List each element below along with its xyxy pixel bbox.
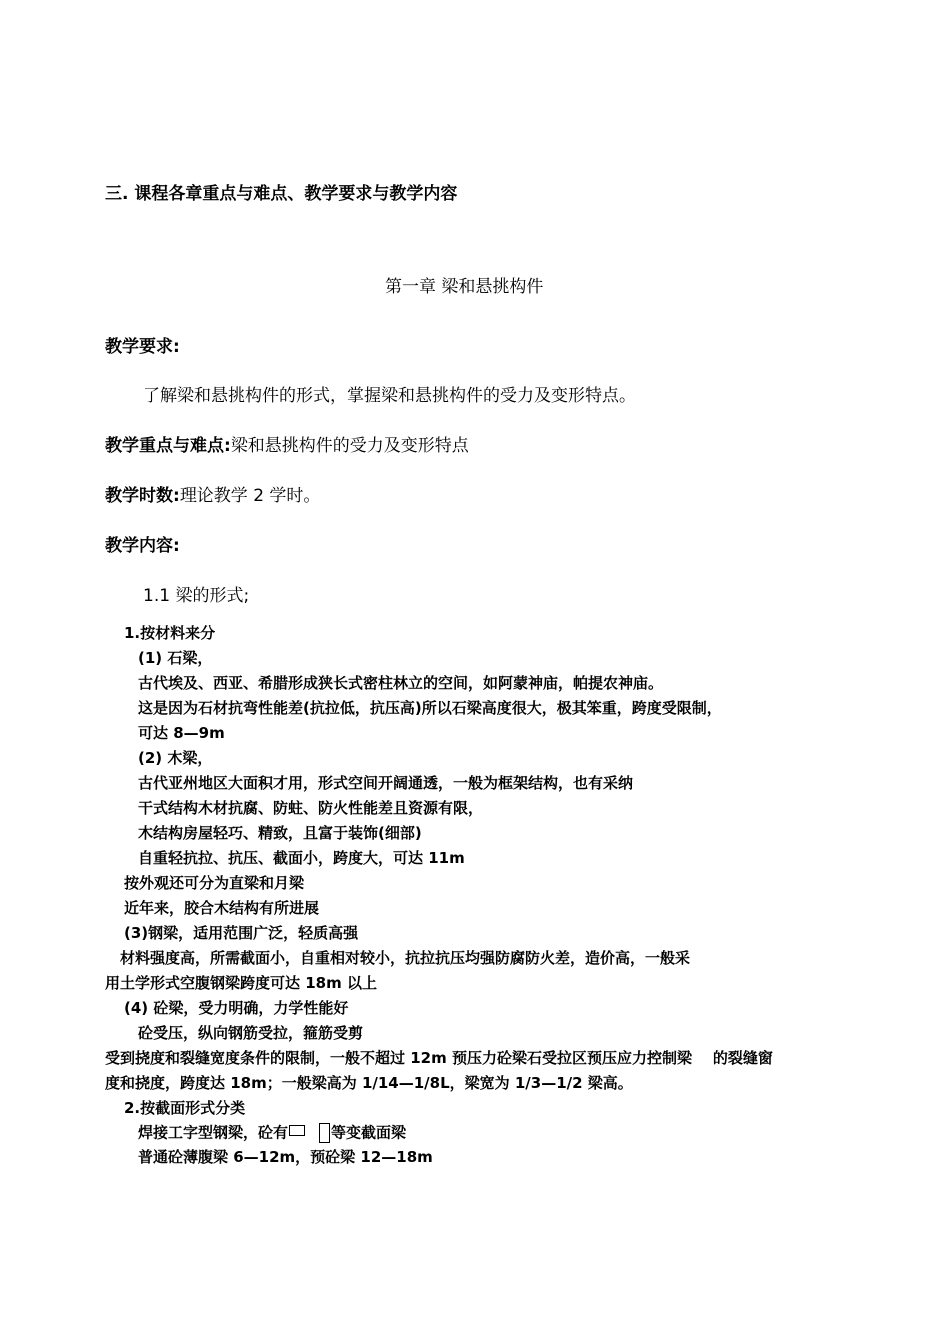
chapter-title: 第一章 梁和悬挑构件 xyxy=(385,277,544,297)
content-line: 古代亚州地区大面积才用，形式空间开阔通透，一般为框架结构，也有采纳 xyxy=(138,774,634,792)
welded-text-after: 等变截面梁 xyxy=(331,1123,407,1142)
content-line: 砼受压，纵向钢筋受拉，箍筋受剪 xyxy=(138,1024,364,1042)
content-line: (4) 砼梁，受力明确，力学性能好 xyxy=(124,999,349,1017)
content-line: 度和挠度，跨度达 18m；一般梁高为 1/14—1/8L，梁宽为 1/3—1/2 梁高。 xyxy=(105,1074,633,1092)
content-line: 这是因为石材抗弯性能差(抗拉低，抗压高)所以石梁高度很大，极其笨重，跨度受限制， xyxy=(138,699,722,717)
keypoints-text: 梁和悬挑构件的受力及变形特点 xyxy=(230,436,469,456)
requirements-text: 了解梁和悬挑构件的形式，掌握梁和悬挑构件的受力及变形特点。 xyxy=(143,386,636,406)
content-line: 按外观还可分为直梁和月梁 xyxy=(124,874,305,892)
requirements-label: 教学要求: xyxy=(105,337,180,357)
section-title: 三. 课程各章重点与难点、教学要求与教学内容 xyxy=(105,184,458,204)
hours-paragraph xyxy=(105,486,320,506)
content-line: 普通砼薄腹梁 6—12m，预砼梁 12—18m xyxy=(138,1148,433,1166)
content-line-welded-beam xyxy=(138,1123,406,1143)
content-line: 材料强度高，所需截面小，自重相对较小，抗拉抗压均强防腐防火差，造价高，一般采 xyxy=(120,949,691,967)
content-line: 近年来，胶合木结构有所进展 xyxy=(124,899,320,917)
content-line: 干式结构木材抗腐、防蛀、防火性能差且资源有限， xyxy=(138,799,484,817)
content-line: 受到挠度和裂缝宽度条件的限制，一般不超过 12m 预压力砼梁石受拉区预压应力控制梁 的裂缝窗 xyxy=(105,1049,773,1067)
missing-glyph-icon xyxy=(319,1123,330,1143)
content-line: 古代埃及、西亚、希腊形成狭长式密柱林立的空间，如阿蒙神庙，帕提农神庙。 xyxy=(138,674,664,692)
content-line: 可达 8—9m xyxy=(138,724,225,742)
content-line: (1) 石梁， xyxy=(138,649,213,667)
content-label: 教学内容: xyxy=(105,536,180,556)
welded-text-before: 焊接工字型钢梁，砼有 xyxy=(138,1123,289,1142)
content-line: 木结构房屋轻巧、精致，且富于装饰(细部) xyxy=(138,824,422,842)
content-line: 2.按截面形式分类 xyxy=(124,1099,246,1117)
keypoints-paragraph xyxy=(105,436,469,456)
hours-label: 教学时数: xyxy=(105,486,180,506)
hours-text: 理论教学 2 学时。 xyxy=(179,486,321,506)
content-line: 1.按材料来分 xyxy=(124,624,216,642)
keypoints-label: 教学重点与难点: xyxy=(105,436,231,456)
content-line: (3)钢梁，适用范围广泛，轻质高强 xyxy=(124,924,359,942)
content-line: 自重轻抗拉、抗压、截面小，跨度大，可达 11m xyxy=(138,849,465,867)
subsection-title: 1.1 梁的形式; xyxy=(143,586,250,606)
missing-glyph-icon xyxy=(289,1125,305,1136)
content-line: 用土学形式空腹钢梁跨度可达 18m 以上 xyxy=(105,974,377,992)
content-line: (2) 木梁， xyxy=(138,749,213,767)
